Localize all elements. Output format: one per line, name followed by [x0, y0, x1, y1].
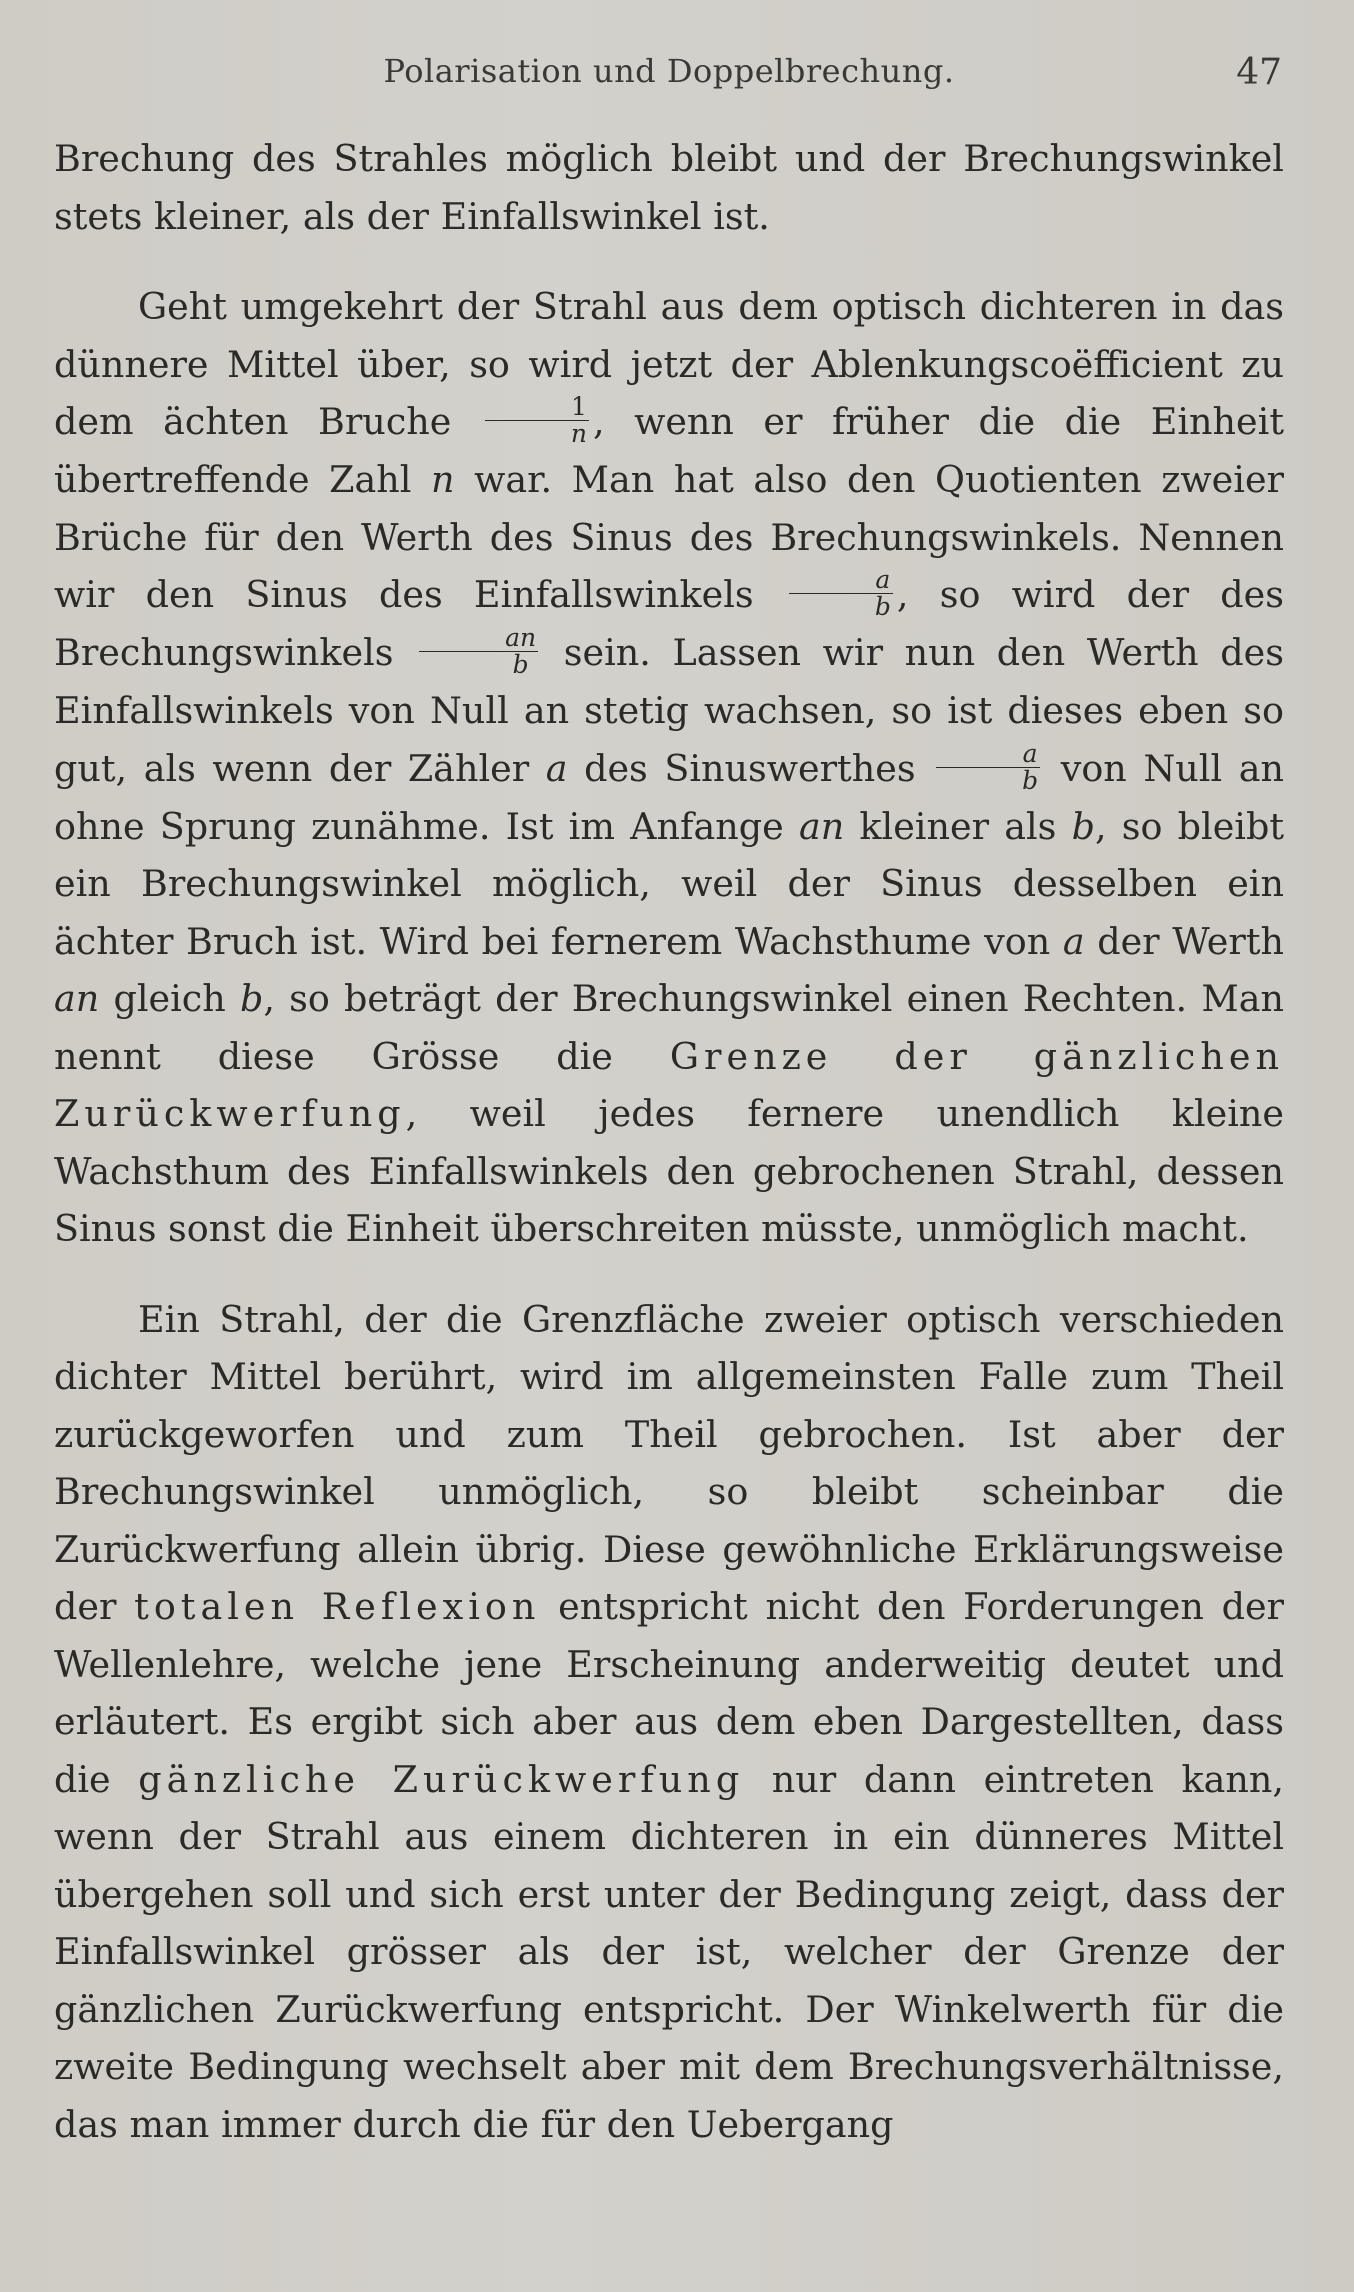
variable: b: [1071, 804, 1095, 848]
variable: an: [798, 804, 845, 848]
text-run: , so bleibt ein Brechungswinkel möglich, weil der Sinus desselben ein ächter Bruch ist. Wird bei fernerem Wachsthume von: [54, 804, 1284, 963]
page-number: 47: [1236, 52, 1282, 93]
spaced-term: totalen Reflexion: [134, 1585, 541, 1628]
text-run: Geht umgekehrt der Strahl aus dem optisch dichteren in das dünnere Mittel über, so wird jetzt der Ablenkungscoëfficient zu dem ächten Bruche: [54, 285, 1284, 443]
paragraph-text: Brechung des Strahles möglich bleibt und der Brechungswinkel stets kleiner, als der Einfallswinkel ist.: [54, 137, 1284, 238]
fraction-denominator: [419, 652, 538, 678]
variable: a: [1062, 919, 1085, 963]
variable: an: [54, 977, 100, 1020]
paragraph-total-reflexion: [54, 1291, 1284, 2154]
text-run: sein. Lassen wir nun den Werth des Einfallswinkels von Null an stetig wachsen, so ist dieses eben so gut, als wenn der Zähler: [54, 631, 1284, 790]
variable: a: [1022, 738, 1038, 768]
fraction-numerator: 1: [485, 394, 589, 421]
text-run: , so wird der des Brechungswinkels: [54, 573, 1284, 674]
text-run: kleiner als: [844, 804, 1072, 848]
text-run: , weil jedes fernere unendlich kleine Wachsthum des Einfallswinkels den gebrochenen Strahl, dessen Sinus sonst die Einheit überschreiten müsste, unmöglich macht.: [54, 1092, 1284, 1250]
text-run: , wenn er früher die die Einheit übertreffende Zahl: [54, 400, 1285, 501]
text-run: entspricht nicht den Forderungen der Wellenlehre, welche jene Erscheinung anderweitig deutet und erläutert. Es ergibt sich aber aus dem eben Dargestellten, dass die: [54, 1585, 1284, 1801]
variable: b: [1022, 765, 1039, 795]
spaced-term: Grenze der gänzlichen Zurückwerfung: [54, 1034, 1284, 1135]
fraction-one-over-n: [485, 394, 589, 447]
variable: a: [545, 746, 568, 790]
page-header: [56, 52, 1282, 100]
fraction-numerator: [936, 738, 1040, 768]
text-run: des Sinuswerthes: [567, 746, 933, 790]
fraction-numerator: [419, 625, 538, 652]
variable: an: [505, 623, 537, 652]
variable: b: [239, 977, 264, 1020]
fraction-numerator: [789, 567, 893, 594]
fraction-a-over-b: [936, 738, 1040, 795]
text-run: war. Man hat also den Quotienten zweier Brüche für den Werth des Sinus des Brechungswinkels. Nennen wir den Sinus des Einfallswinkels: [54, 458, 1284, 616]
text-run: nur dann eintreten kann, wenn der Strahl aus einem dichteren in ein dünneres Mittel übergehen soll und sich erst unter der Bedingung zeigt, dass der Einfallswinkel grösser als der ist, welcher der Grenze der gänzlichen Zurückwerfung entspricht. Der Winkelwerth für die zweite Bedingung wechselt aber mit dem Brechungsverhältnisse, das man immer durch die für den Uebergang: [54, 1757, 1284, 2146]
spaced-term: gänzliche Zurückwerfung: [138, 1757, 745, 1801]
variable: n: [431, 458, 455, 501]
text-run: gleich: [99, 977, 240, 1020]
text-run: , so beträgt der Brechungswinkel einen Rechten. Man nennt diese Grösse die: [54, 977, 1284, 1078]
variable: b: [512, 650, 529, 679]
text-run: von Null an ohne Sprung zunähme. Ist im Anfange: [54, 746, 1284, 848]
body-text: [54, 130, 1284, 2153]
fraction-an-over-b: [419, 625, 538, 678]
text-run: der Werth: [1084, 919, 1284, 963]
variable: n: [570, 419, 587, 448]
fraction-denominator: [936, 765, 1040, 795]
variable: b: [874, 592, 891, 621]
fraction-a-over-b: [789, 567, 893, 620]
paragraph-limit-angle: [54, 278, 1284, 1258]
variable: a: [875, 565, 891, 594]
running-title: Polarisation und Doppelbrechung.: [383, 52, 955, 90]
paragraph-continued: [54, 130, 1284, 245]
text-run: Ein Strahl, der die Grenzfläche zweier optisch verschieden dichter Mittel berührt, wird im allgemeinsten Falle zum Theil zurückgeworfen und zum Theil gebrochen. Ist aber der Brechungswinkel unmöglich, so bleibt scheinbar die Zurückwerfung allein übrig. Diese gewöhnliche Erklärungsweise der: [54, 1297, 1284, 1628]
fraction-denominator: [789, 594, 893, 620]
fraction-denominator: [485, 421, 589, 447]
